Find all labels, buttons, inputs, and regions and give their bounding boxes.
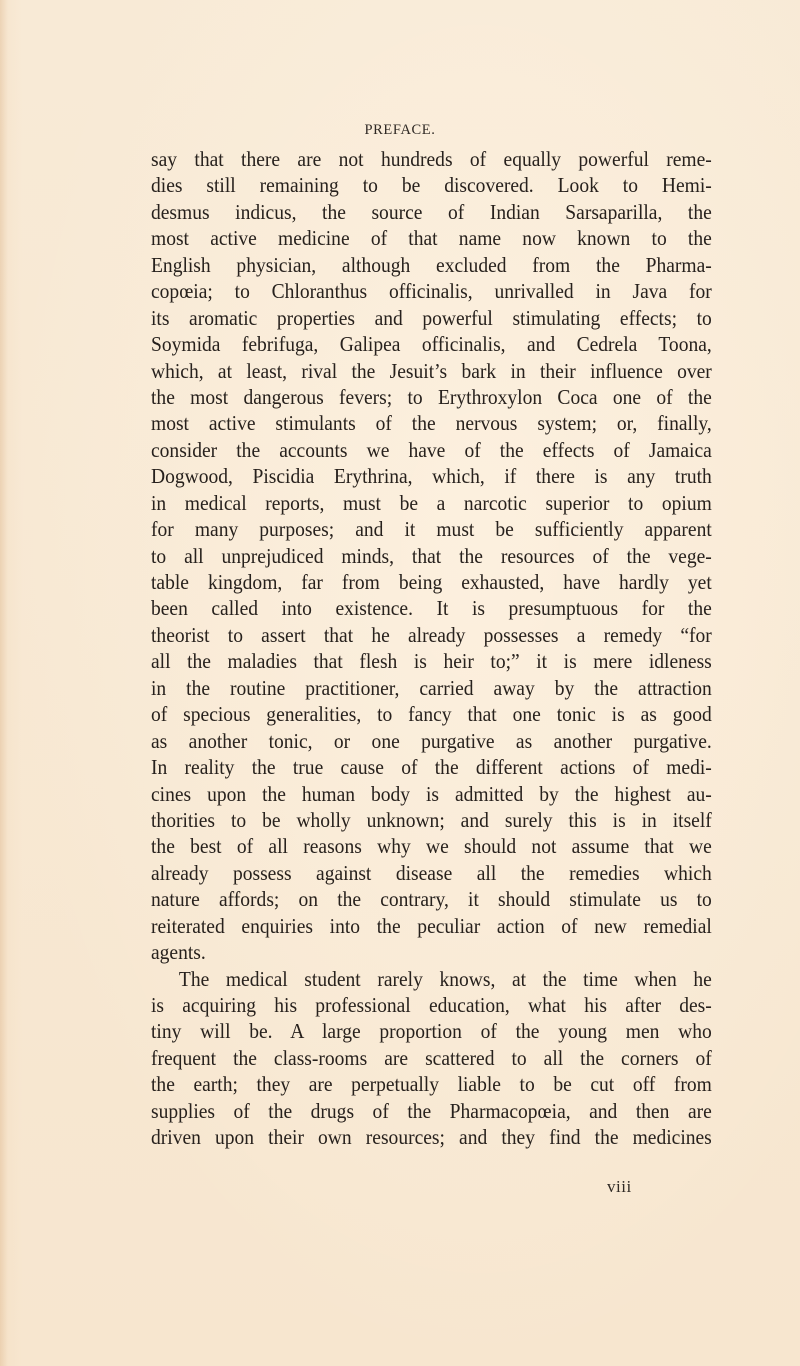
text-line: been called into existence. It is presumptuous for the bbox=[151, 596, 712, 621]
text-line: to all unprejudiced minds, that the resources of the vege- bbox=[151, 543, 712, 568]
text-line: as another tonic, or one purgative as another purgative. bbox=[151, 728, 712, 753]
text-line: which, at least, rival the Jesuit’s bark in their influence over bbox=[151, 358, 712, 383]
body-text bbox=[151, 146, 712, 1151]
text-line: say that there are not hundreds of equally powerful reme- bbox=[151, 147, 712, 171]
text-line: copœia; to Chloranthus officinalis, unrivalled in Java for bbox=[151, 279, 712, 304]
text-line: dies still remaining to be discovered. Look to Hemi- bbox=[151, 173, 712, 198]
text-line: is acquiring his professional education, what his after des- bbox=[151, 993, 712, 1017]
text-line: in the routine practitioner, carried away by the attraction bbox=[151, 675, 712, 700]
text-line: In reality the true cause of the different actions of medi- bbox=[151, 755, 712, 780]
page-number: viii bbox=[607, 1177, 632, 1196]
text-line: most active medicine of that name now known to the bbox=[151, 226, 712, 251]
text-line: the best of all reasons why we should not assume that we bbox=[151, 834, 712, 859]
text-line: cines upon the human body is admitted by the highest au- bbox=[151, 781, 712, 806]
text-line: the earth; they are perpetually liable to be cut off from bbox=[151, 1072, 712, 1097]
text-line: driven upon their own resources; and they find the medicines bbox=[151, 1125, 712, 1150]
text-line: English physician, although excluded from the Pharma- bbox=[151, 252, 712, 277]
text-line: the most dangerous fevers; to Erythroxylon Coca one of the bbox=[151, 384, 712, 409]
text-line: consider the accounts we have of the effects of Jamaica bbox=[151, 437, 712, 462]
text-line: reiterated enquiries into the peculiar action of new remedial bbox=[151, 913, 712, 938]
text-line: thorities to be wholly unknown; and surely this is in itself bbox=[151, 807, 712, 832]
text-line: of specious generalities, to fancy that one tonic is as good bbox=[151, 702, 712, 727]
text-line: in medical reports, must be a narcotic superior to opium bbox=[151, 490, 712, 515]
text-line: supplies of the drugs of the Pharmacopœia, and then are bbox=[151, 1098, 712, 1123]
text-line: already possess against disease all the remedies which bbox=[151, 860, 712, 885]
text-line: frequent the class-rooms are scattered to all the corners of bbox=[151, 1045, 712, 1070]
text-line: table kingdom, far from being exhausted, have hardly yet bbox=[151, 570, 712, 594]
text-line: tiny will be. A large proportion of the young men who bbox=[151, 1019, 712, 1044]
text-line: desmus indicus, the source of Indian Sarsaparilla, the bbox=[151, 199, 712, 224]
text-line: theorist to assert that he already possesses a remedy “for bbox=[151, 622, 712, 647]
text-line: Dogwood, Piscidia Erythrina, which, if there is any truth bbox=[151, 464, 712, 489]
text-line: Soymida febrifuga, Galipea officinalis, and Cedrela Toona, bbox=[151, 332, 712, 357]
running-head: PREFACE. bbox=[364, 122, 436, 138]
text-line: its aromatic properties and powerful stimulating effects; to bbox=[151, 305, 712, 330]
text-line-paragraph-start: The medical student rarely knows, at the time when he bbox=[178, 966, 712, 991]
text-line: all the maladies that flesh is heir to;” it is mere idleness bbox=[151, 649, 712, 674]
text-line: for many purposes; and it must be sufficiently apparent bbox=[151, 517, 712, 542]
text-line: nature affords; on the contrary, it should stimulate us to bbox=[151, 887, 712, 912]
text-line: most active stimulants of the nervous system; or, finally, bbox=[151, 411, 712, 436]
text-line-paragraph-end: agents. bbox=[151, 940, 206, 965]
